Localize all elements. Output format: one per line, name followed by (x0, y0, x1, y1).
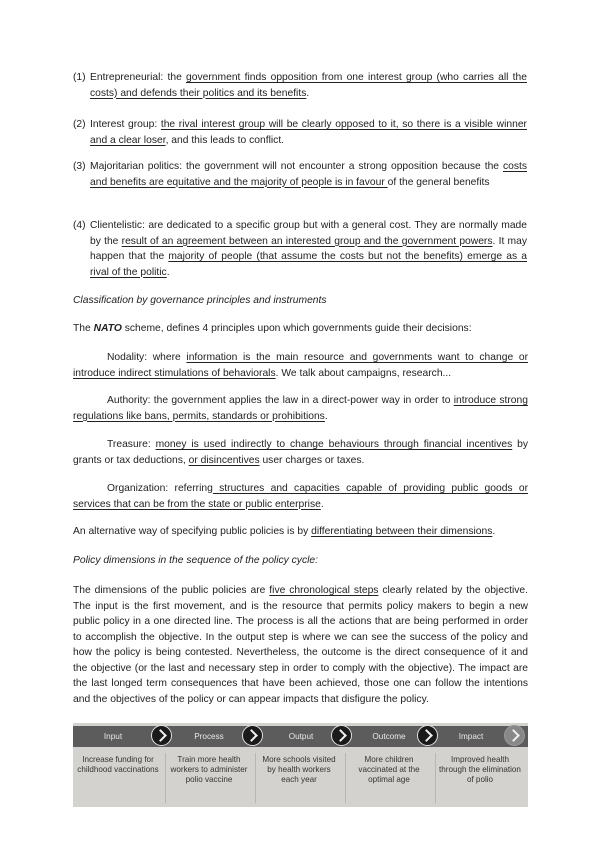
divider (165, 753, 166, 803)
stage-desc-output: More schools visited by health workers each year (262, 755, 336, 785)
list-number: (1) (73, 72, 86, 83)
principle-organization: Organization: referring structures and capacities capable of providing public goods or services that can be from the state or public enterprise. (73, 483, 528, 510)
nato-intro: The NATO scheme, defines 4 principles upon which governments guide their decisions: (73, 323, 472, 334)
divider (255, 753, 256, 803)
stage-desc-impact: Improved health through the elimination of polio (439, 755, 521, 785)
dimensions-paragraph: The dimensions of the public policies are five chronological steps clearly related by the objective. The input is the first movement, and is the resource that permits policy makers to begin a new public policy in a one directed line. The process is all the actions that are being performed in order to accomplish the objective. In the output step is where we can see the success of the policy and how the policy is being contested. Nevertheless, the outcome is the direct consequence of it and the objective (or the last and necessary step in order to comply with the objective). The impact are the last longed term consequences that have been achieved, those one can follow the intentions and the objectives of the policy or can appear impacts that disfigure the policy. (73, 585, 528, 705)
list-number: (3) (73, 161, 86, 172)
policy-cycle-diagram (73, 723, 528, 807)
list-item-interest-group: (2) Interest group: the rival interest group will be clearly opposed to it, so there is a visible winner and a clear loser, and this leads to conflict. (73, 119, 527, 146)
list-item-majoritarian: (3) Majoritarian politics: the government will not encounter a strong opposition because the costs and benefits are equitative and the majority of people is in favour of the general benefits (73, 161, 527, 188)
principle-nodality: Nodality: where information is the main resource and governments want to change or introduce indirect stimulations of behaviorals. We talk about campaigns, research... (73, 352, 529, 379)
heading-dimensions: Policy dimensions in the sequence of the policy cycle: (73, 555, 318, 566)
principle-authority: Authority: the government applies the law in a direct-power way in order to introduce strong regulations like bans, permits, standards or prohibitions. (73, 395, 528, 422)
principle-treasure: Treasure: money is used indirectly to change behaviours through financial incentives by grants or tax deductions, or disincentives user charges or taxes. (73, 439, 528, 466)
stage-desc-input: Increase funding for childhood vaccinations (77, 755, 159, 775)
list-number: (2) (73, 119, 86, 130)
alternative-dimensions: An alternative way of specifying public policies is by differentiating between their dimensions. (73, 526, 496, 537)
stage-label-input: Input (103, 732, 123, 741)
stage-label-impact: Impact (458, 732, 484, 741)
stage-label-outcome: Outcome (372, 732, 406, 741)
chevron-right-icon (242, 725, 263, 746)
stage-desc-outcome: More children vaccinated at the optimal age (358, 755, 420, 785)
divider (345, 753, 346, 803)
divider (435, 753, 436, 803)
stage-label-output: Output (288, 732, 314, 741)
chevron-right-icon (504, 725, 525, 746)
list-number: (4) (73, 220, 86, 231)
stage-label-process: Process (194, 732, 224, 741)
stage-desc-process: Train more health workers to administer polio vaccine (170, 755, 248, 785)
list-item-entrepreneurial: (1) Entrepreneurial: the government finds opposition from one interest group (who carries all the costs) and defends their politics and its benefits. (73, 72, 527, 99)
heading-governance: Classification by governance principles and instruments (73, 295, 327, 306)
nato-term: NATO (93, 323, 122, 334)
list-item-clientelistic: (4) Clientelistic: are dedicated to a specific group but with a general cost. They are normally made by the result of an agreement between an interested group and the government powers. It may happen that the majority of people (that assume the costs but not the benefits) emerge as a rival of the politic. (73, 220, 527, 278)
